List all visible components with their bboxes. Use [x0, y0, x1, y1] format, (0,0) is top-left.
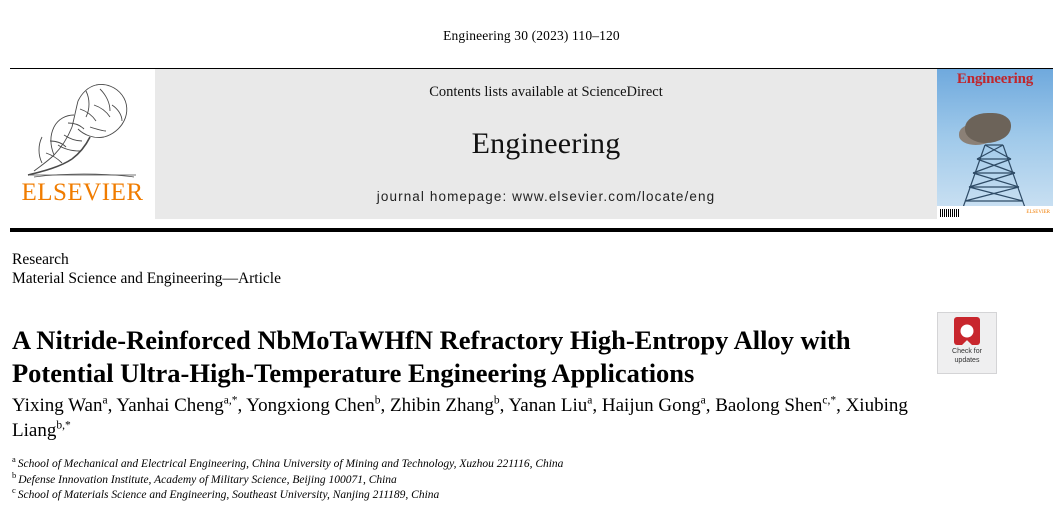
affiliation-text: School of Mechanical and Electrical Engineering, China University of Mining and Technology, Xuzhou 221116, China: [17, 458, 564, 470]
affiliation-row: [12, 469, 942, 489]
crossmark-label-line2: updates: [954, 356, 980, 364]
cover-title: Engineering: [956, 71, 1034, 87]
article-subsection: Material Science and Engineering—Article: [12, 270, 281, 287]
elsevier-wordmark: ELSEVIER: [21, 179, 144, 206]
crossmark-label-line1: Check for: [952, 348, 982, 355]
affiliation-mark: a: [12, 454, 16, 465]
affiliation-text: School of Materials Science and Engineering, Southeast University, Nanjing 211189, China: [17, 489, 440, 501]
author-affiliation-mark: c,*: [822, 394, 837, 407]
affiliation-row: [12, 485, 942, 504]
cover-barcode-icon: [940, 209, 959, 217]
affiliation-row: [12, 454, 942, 473]
journal-cover-thumbnail: [937, 69, 1053, 219]
masthead-bottom-rule: [10, 228, 1053, 232]
crossmark-badge[interactable]: [937, 312, 997, 374]
author-name: Haijun Gong: [601, 395, 701, 416]
author-name: Yongxiong Chen: [246, 395, 375, 416]
author-list: Yixing Wan$^a$, Yanhai Cheng$^{a,*}$, Yongxiong Chen$^b$, Zhibin Zhang$^b$, Yanan Liu$^a$, Haijun Gong$^a$, Baolong Shen$^{c,*}$, Xiubing Liang$^{b,*}$: [12, 394, 908, 441]
author-affiliation-mark: a,*: [223, 394, 238, 407]
cover-footer: [937, 206, 1053, 219]
running-head: Engineering 30 (2023) 110–120: [443, 28, 620, 43]
article-section-label: [12, 250, 281, 288]
page-title: A Nitride-Reinforced NbMoTaWHfN Refractory High-Entropy Alloy with Potential Ultra-High-Temperature Engineering Applications: [12, 324, 851, 388]
author-name: Baolong Shen: [715, 395, 823, 416]
author-affiliation-mark: b,*: [56, 419, 71, 432]
journal-panel: [155, 69, 937, 219]
author-name: Yanhai Cheng: [116, 395, 224, 416]
author-name: Xiubing Liang: [12, 395, 908, 441]
author-affiliation-mark: a: [700, 394, 706, 407]
author-name: Yixing Wan: [12, 395, 103, 416]
affiliation-list: [12, 454, 942, 504]
affiliation-mark: b: [12, 469, 17, 480]
elsevier-logo-block: [10, 69, 155, 219]
author-name: Yanan Liu: [508, 395, 588, 416]
journal-masthead: [10, 68, 1053, 220]
cover-publisher-label: ELSEVIER: [1026, 210, 1050, 215]
journal-name: Engineering: [471, 127, 621, 160]
affiliation-mark: c: [12, 485, 16, 496]
author-name: Zhibin Zhang: [389, 395, 494, 416]
author-affiliation-mark: b: [493, 394, 500, 407]
sciencedirect-line: Contents lists available at ScienceDirect: [429, 84, 663, 100]
author-affiliation-mark: a: [587, 394, 593, 407]
crossmark-label: [952, 348, 982, 365]
author-affiliation-mark: b: [374, 394, 381, 407]
elsevier-tree-icon: [24, 75, 142, 179]
affiliation-text: Defense Innovation Institute, Academy of Military Science, Beijing 100071, China: [18, 473, 397, 486]
article-section: Research: [12, 251, 69, 268]
journal-homepage-link[interactable]: journal homepage: www.elsevier.com/locate/eng: [376, 189, 716, 204]
crossmark-icon: [954, 317, 980, 345]
author-affiliation-mark: a: [102, 394, 108, 407]
